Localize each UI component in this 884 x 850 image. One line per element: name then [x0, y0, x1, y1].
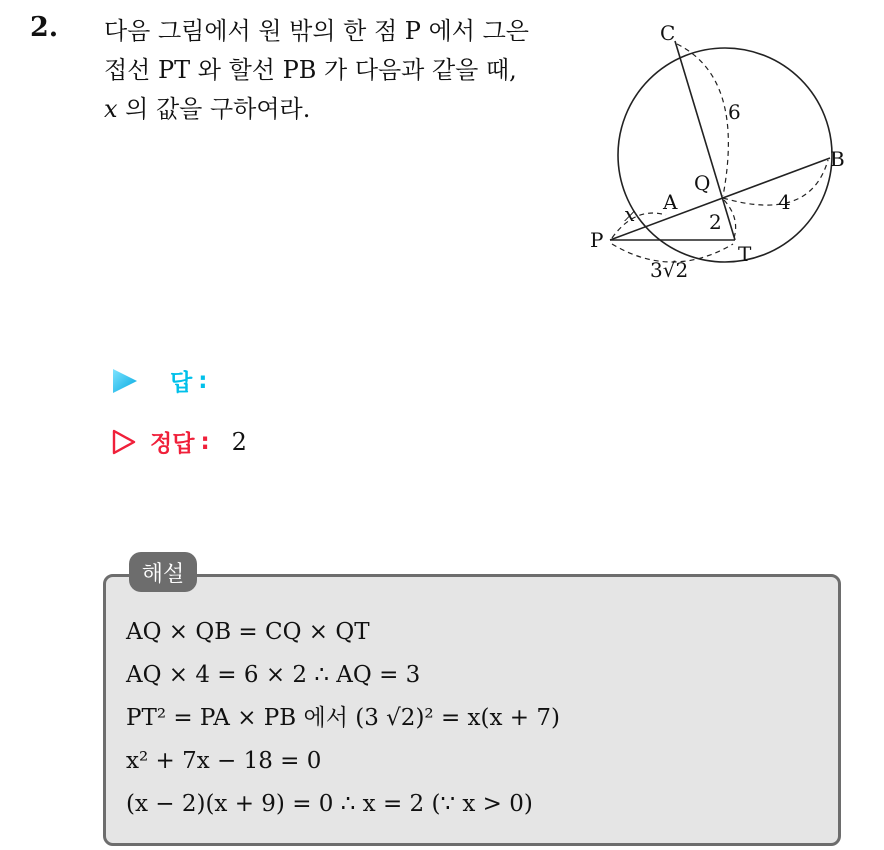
arc-qb [723, 160, 828, 205]
solution-tag: 해설 [129, 552, 197, 592]
label-b: B [830, 147, 845, 171]
correct-answer-colon: : [200, 428, 210, 455]
arc-pa [612, 213, 666, 238]
question-line-3 [104, 90, 574, 129]
correct-answer-label: 정답 [150, 431, 195, 457]
question-line-1: 다음 그림에서 원 밖의 한 점 P 에서 그은 [104, 17, 529, 45]
label-qb-length: 4 [778, 190, 791, 214]
question-line-3-rest: 의 값을 구하여라. [117, 95, 311, 123]
label-c: C [660, 21, 676, 45]
variable-x: x [104, 95, 118, 123]
solution-line-1: AQ × QB = CQ × QT [126, 619, 370, 645]
answer-colon: : [198, 367, 208, 394]
question-text [104, 12, 574, 129]
label-cq-length: 6 [728, 100, 741, 124]
solution-body [126, 611, 826, 826]
label-x: x [624, 202, 636, 226]
play-triangle-icon [112, 368, 138, 394]
label-pt-length: 3√2 [650, 258, 689, 282]
arc-qt [724, 200, 736, 238]
solution-line-3: PT² = PA × PB 에서 (3 √2)² = x(x + 7) [126, 705, 560, 731]
geometry-figure [580, 18, 860, 288]
label-qt-length: 2 [709, 210, 722, 234]
answer-label: 답 [170, 370, 193, 396]
chord-ct [675, 41, 735, 240]
question-line-2: 접선 PT 와 할선 PB 가 다음과 같을 때, [104, 56, 517, 84]
label-a: A [663, 190, 678, 214]
solution-line-4: x² + 7x − 18 = 0 [126, 748, 322, 774]
question-number: 2. [30, 12, 59, 43]
solution-line-5: (x − 2)(x + 9) = 0 ∴ x = 2 (∵ x > 0) [126, 791, 533, 817]
solution-line-2: AQ × 4 = 6 × 2 ∴ AQ = 3 [126, 662, 421, 688]
circle [618, 48, 832, 262]
label-t: T [738, 242, 752, 266]
correct-answer-row [112, 425, 247, 458]
correct-answer-value: 2 [231, 427, 247, 456]
label-p: P [590, 228, 604, 252]
answer-row [112, 364, 207, 397]
label-q: Q [694, 171, 711, 195]
outline-triangle-icon [112, 429, 136, 455]
